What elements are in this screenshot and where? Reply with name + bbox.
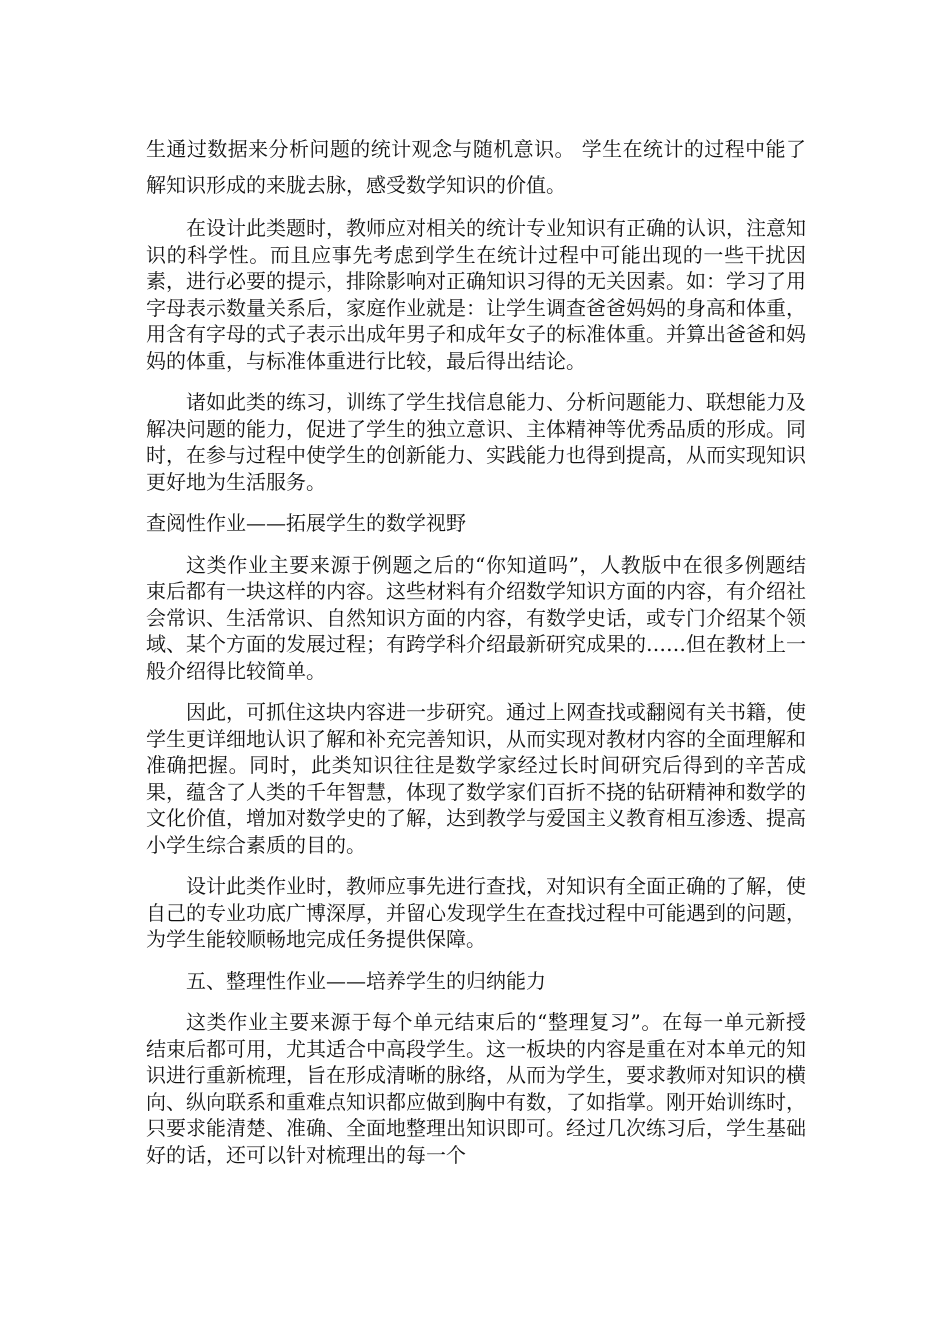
paragraph-practice-benefits: 诸如此类的练习，训练了学生找信息能力、分析问题能力、联想能力及解决问题的能力，促进了学生的独立意识、主体精神等优秀品质的形成。同时，在参与过程中使学生的创新能力、实践能力也得到提高，从而实现知识更好地为生活服务。 [146, 390, 806, 494]
paragraph-design-statistics-questions: 在设计此类题时，教师应对相关的统计专业知识有正确的认识，注意知识的科学性。而且应事先考虑到学生在统计过程中可能出现的一些干扰因素，进行必要的提示，排除影响对正确知识习得的无关因素。如：学习了用字母表示数量关系后，家庭作业就是：让学生调查爸爸妈妈的身高和体重，用含有字母的式子表示出成年男子和成年女子的标准体重。并算出爸爸和妈妈的体重，与标准体重进行比较，最后得出结论。 [146, 216, 806, 373]
paragraph-lookup-design: 设计此类作业时，教师应事先进行查找，对知识有全面正确的了解，使自己的专业功底广博深厚，并留心发现学生在查找过程中可能遇到的问题，为学生能较顺畅地完成任务提供保障。 [146, 874, 806, 951]
paragraph-organizing-source: 这类作业主要来源于每个单元结束后的“整理复习”。在每一单元新授结束后都可用，尤其适合中高段学生。这一板块的内容是重在对本单元的知识进行重新梳理，旨在形成清晰的脉络，从而为学生，要求教师对知识的横向、纵向联系和重难点知识都应做到胸中有数，了如指掌。刚开始训练时，只要求能清楚、准确、全面地整理出知识即可。经过几次练习后，学生基础好的话，还可以针对梳理出的每一个 [146, 1010, 806, 1167]
section-heading-organizing-homework: 五、整理性作业——培养学生的归纳能力 [186, 968, 546, 993]
document-body [146, 131, 806, 1183]
paragraph-statistics-concept: 生通过数据来分析问题的统计观念与随机意识。 学生在统计的过程中能了解知识形成的来胧去脉，感受数学知识的价值。 [146, 137, 806, 197]
section-heading-lookup-homework: 查阅性作业——拓展学生的数学视野 [146, 511, 466, 535]
paragraph-lookup-research: 因此，可抓住这块内容进一步研究。通过上网查找或翻阅有关书籍，使学生更详细地认识了解和补充完善知识，从而实现对教材内容的全面理解和准确把握。同时，此类知识往往是数学家经过长时间研究后得到的辛苦成果，蕴含了人类的千年智慧，体现了数学家们百折不挠的钻研精神和数学的文化价值，增加对数学史的了解，达到教学与爱国主义教育相互渗透、提高小学生综合素质的目的。 [146, 700, 806, 857]
paragraph-lookup-source: 这类作业主要来源于例题之后的“你知道吗”，人教版中在很多例题结束后都有一块这样的内容。这些材料有介绍数学知识方面的内容，有介绍社会常识、生活常识、自然知识方面的内容，有数学史话，或专门介绍某个领域、某个方面的发展过程；有跨学科介绍最新研究成果的……但在教材上一般介绍得比较简单。 [146, 552, 806, 683]
